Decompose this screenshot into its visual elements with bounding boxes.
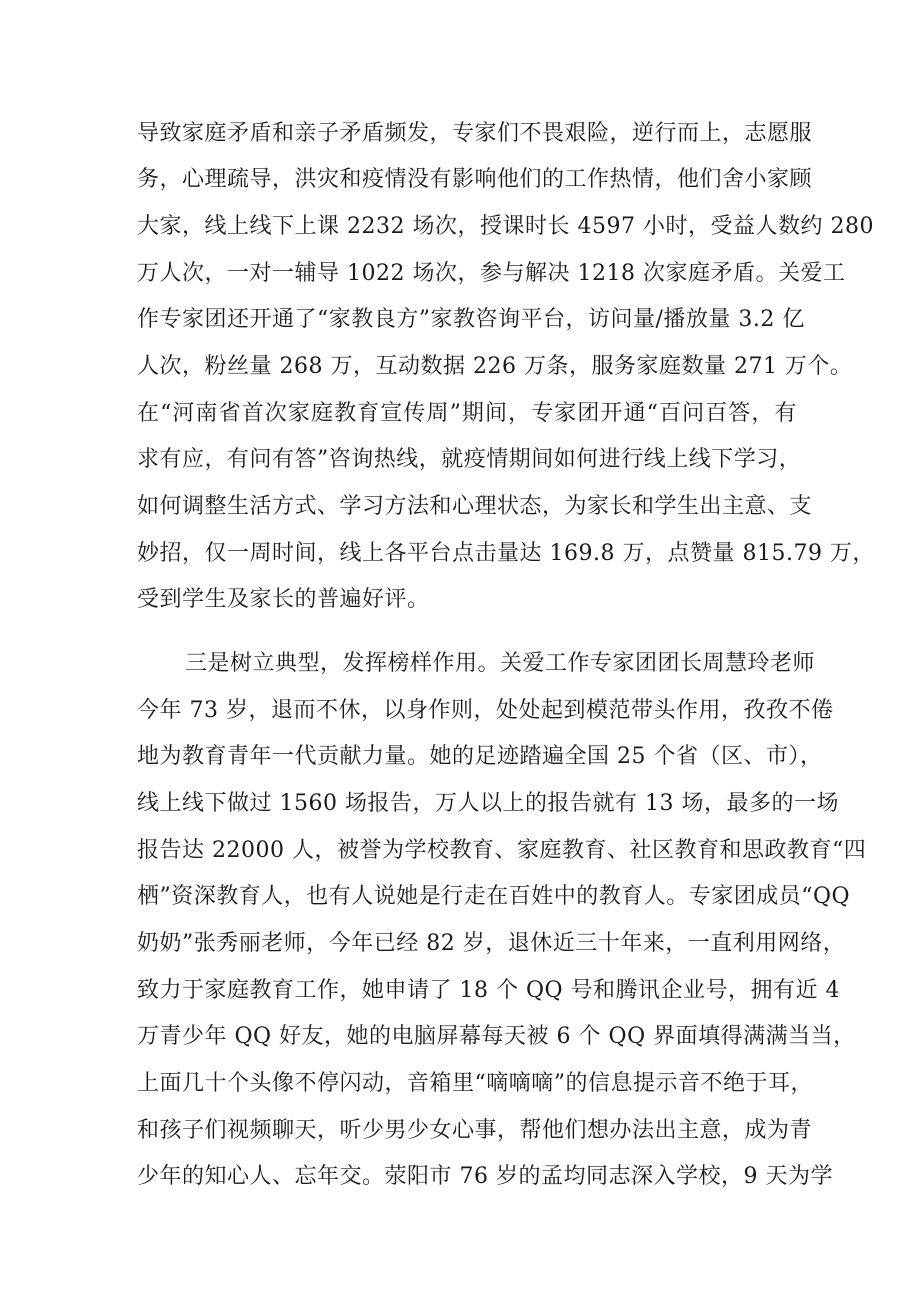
text-line: 受到学生及家长的普遍好评。 xyxy=(137,587,430,612)
text-line: 万青少年 QQ 好友，她的电脑屏幕每天被 6 个 QQ 界面填得满满当当， xyxy=(137,1024,856,1049)
text-line: 务，心理疏导，洪灾和疫情没有影响他们的工作热情，他们舍小家顾 xyxy=(137,167,813,192)
text-line: 少年的知心人、忘年交。荥阳市 76 岁的孟均同志深入学校，9 天为学 xyxy=(137,1164,833,1189)
text-line: 栖”资深教育人，也有人说她是行走在百姓中的教育人。专家团成员“QQ xyxy=(137,884,851,909)
text-line: 作专家团还开通了“家教良方”家教咨询平台，访问量/播放量 3.2 亿 xyxy=(137,307,805,332)
text-line: 地为教育青年一代贡献力量。她的足迹踏遍全国 25 个省（区、市）， xyxy=(137,744,823,769)
text-line: 大家，线上线下上课 2232 场次，授课时长 4597 小时，受益人数约 280 xyxy=(137,214,874,239)
text-line: 万人次，一对一辅导 1022 场次，参与解决 1218 次家庭矛盾。关爱工 xyxy=(137,261,846,286)
text-line: 如何调整生活方式、学习方法和心理状态，为家长和学生出主意、支 xyxy=(137,494,813,519)
text-line: 人次，粉丝量 268 万，互动数据 226 万条，服务家庭数量 271 万个。 xyxy=(137,354,853,379)
text-line: 求有应，有问有答”咨询热线，就疫情期间如何进行线上线下学习， xyxy=(137,447,802,472)
text-line: 致力于家庭教育工作，她申请了 18 个 QQ 号和腾讯企业号，拥有近 4 xyxy=(137,978,841,1003)
text-line: 在“河南省首次家庭教育宣传周”期间，专家团开通“百问百答，有 xyxy=(137,401,797,426)
text-line: 报告达 22000 人，被誉为学校教育、家庭教育、社区教育和思政教育“四 xyxy=(137,838,867,863)
text-line: 和孩子们视频聊天，听少男少女心事，帮他们想办法出主意，成为青 xyxy=(137,1118,813,1143)
text-line: 上面几十个头像不停闪动，音箱里“嘀嘀嘀”的信息提示音不绝于耳， xyxy=(137,1071,813,1096)
text-line: 今年 73 岁，退而不休，以身作则，处处起到模范带头作用，孜孜不倦 xyxy=(137,698,834,723)
text-line: 线上线下做过 1560 场报告，万人以上的报告就有 13 场，最多的一场 xyxy=(137,791,839,816)
text-line: 奶奶”张秀丽老师，今年已经 82 岁，退休近三十年来，一直利用网络， xyxy=(137,931,846,956)
text-line: 妙招，仅一周时间，线上各平台点击量达 169.8 万，点赞量 815.79 万， xyxy=(137,541,875,566)
text-line: 导致家庭矛盾和亲子矛盾频发，专家们不畏艰险，逆行而上，志愿服 xyxy=(137,121,813,146)
text-line: 三是树立典型，发挥榜样作用。关爱工作专家团团长周慧玲老师 xyxy=(185,651,816,676)
